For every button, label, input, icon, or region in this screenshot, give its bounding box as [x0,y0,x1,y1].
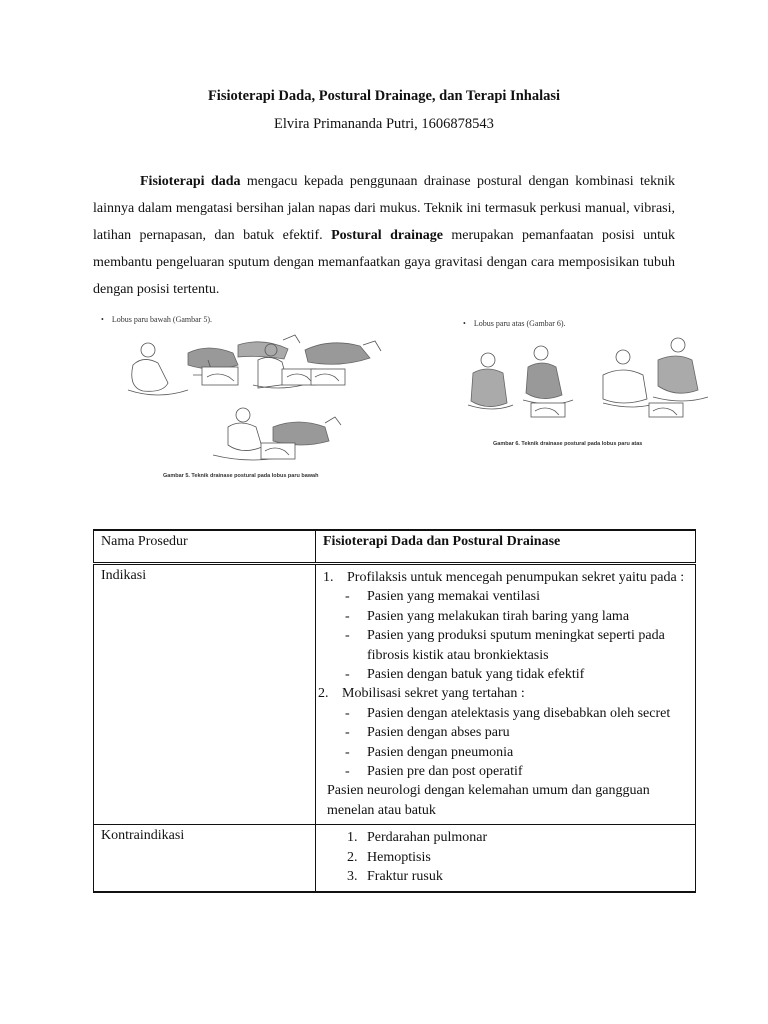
figure-upper-lobe [453,305,719,465]
header-procedure-name: Fisioterapi Dada dan Postural Drainase [316,530,696,564]
list-item: - Pasien yang memakai ventilasi [345,589,541,605]
kontraindikasi-list [323,828,688,886]
procedure-table [93,529,696,893]
term-fisioterapi-dada: Fisioterapi dada [140,174,241,189]
list-item: - Pasien yang melakukan tirah baring yang lama [345,608,630,624]
list-item: - Pasien pre dan post operatif [345,764,523,780]
document-author: Elvira Primananda Putri, 1606878543 [274,116,494,132]
header-nama-prosedur: Nama Prosedur [94,530,316,564]
sub-list [323,704,688,782]
list-item: - Pasien dengan abses paru [345,725,510,741]
indikasi-extra: Pasien neurologi dengan kelemahan umum dan gangguan menelan atau batuk [327,783,650,818]
table-header-row [94,530,696,564]
sub-list [323,587,688,684]
paragraph-text-1: mengacu kepada penggunaan drainase postural dengan kombinasi teknik lainnya dalam mengatasi bersihan jalan napas dari mukus. Teknik ini termasuk perkusi manual, vibrasi, latihan pernapasan, dan batuk efektif. [93,174,675,243]
document-title: Fisioterapi Dada, Postural Drainage, dan Terapi Inhalasi [207,88,561,104]
list-item: 2. Hemoptisis [347,849,431,865]
list-item: 2. Mobilisasi sekret yang tertahan : - Pasien dengan atelektasis yang disebabkan oleh secret - Pasien dengan abses paru - Pasien dengan pneumonia - Pasien pre dan post operatif [318,684,688,781]
figure-left-bullet: • Lobus paru bawah (Gambar 5). [101,315,212,324]
list-item: - Pasien yang produksi sputum meningkat seperti pada fibrosis kistik atau bronkiektasis [345,628,665,663]
indikasi-list [318,568,688,781]
list-item: - Pasien dengan batuk yang tidak efektif [345,667,585,683]
list-item: - Pasien dengan atelektasis yang disebabkan oleh secret [345,705,671,721]
table-row-kontraindikasi [94,825,696,892]
list-item: 1. Perdarahan pulmonar [347,830,488,846]
term-postural-drainage: Postural drainage [331,228,443,243]
table-row-indikasi [94,564,696,825]
figure-right-bullet: • Lobus paru atas (Gambar 6). [463,319,566,328]
list-item: 1. Profilaksis untuk mencegah penumpukan sekret yaitu pada : - Pasien yang memakai ventilasi - Pasien yang melakukan tirah baring yang lama - Pasien yang produksi sputum meningkat seperti pada fibrosis kistik atau bronkiektasis - Pasien dengan batuk yang tidak efektif [323,568,688,684]
indikasi-content [316,564,696,825]
figure-lower-lobe-illustration [93,305,428,487]
indikasi-label: Indikasi [94,564,316,825]
kontraindikasi-content [316,825,696,892]
kontraindikasi-label: Kontraindikasi [94,825,316,892]
list-item: 3. Fraktur rusuk [347,869,443,885]
figure-lower-lobe [93,305,428,487]
figure-right-caption: Gambar 6. Teknik drainase postural pada lobus paru atas [493,441,643,447]
intro-paragraph [93,168,675,303]
paragraph-text-2: merupakan pemanfaatan posisi untuk membantu pengeluaran sputum dengan memanfaatkan gaya gravitasi dengan cara memposisikan tubuh dengan posisi tertentu. [93,228,675,297]
list-item: - Pasien dengan pneumonia [345,744,514,760]
figure-left-caption: Gambar 5. Teknik drainase postural pada lobus paru bawah [163,473,319,479]
